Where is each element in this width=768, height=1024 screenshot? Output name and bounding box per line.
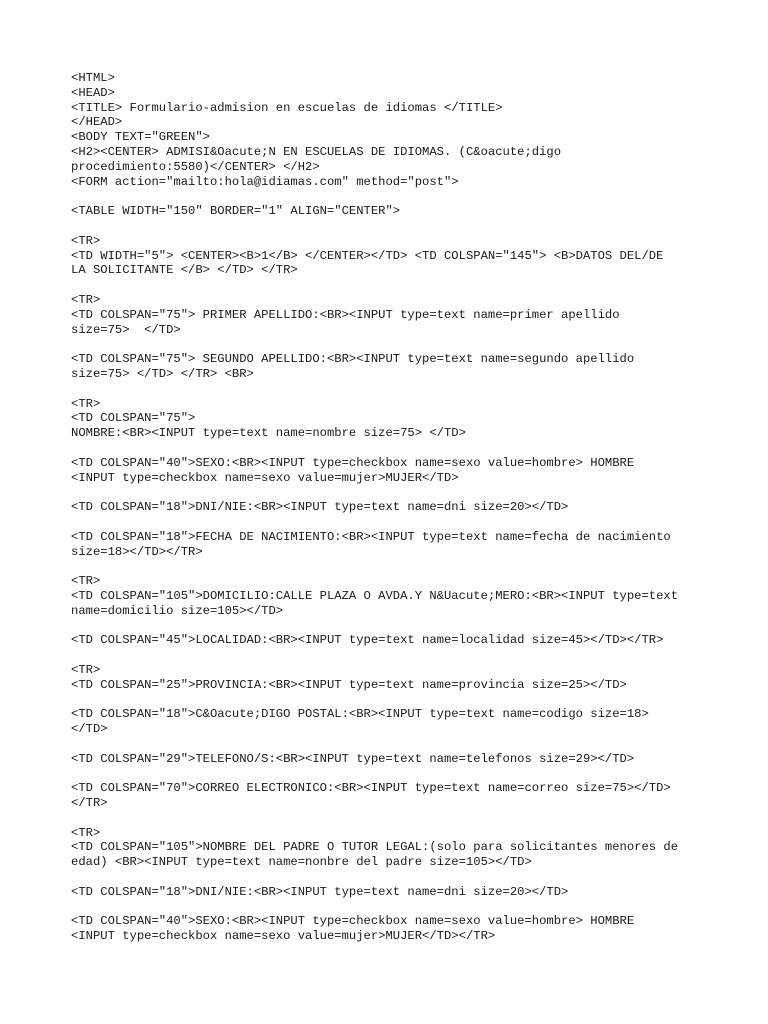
- code-line: <TD COLSPAN="29">TELEFONO/S:<BR><INPUT type=text name=telefonos size=29></TD>: [71, 751, 635, 766]
- code-line: <FORM action="mailto:hola@idiamas.com" method="post">: [71, 174, 459, 189]
- code-paragraph: [71, 707, 711, 737]
- code-paragraph: [71, 885, 711, 900]
- code-line: <TR>: [71, 292, 101, 307]
- code-line: <BODY TEXT="GREEN">: [71, 130, 210, 145]
- code-paragraph: [71, 71, 711, 189]
- code-paragraph: [71, 204, 711, 219]
- code-line: <TD COLSPAN="40">SEXO:<BR><INPUT type=checkbox name=sexo value=hombre> HOMBRE: [71, 914, 635, 929]
- code-line: edad) <BR><INPUT type=text name=nonbre del padre size=105></TD>: [71, 855, 532, 870]
- code-line: <INPUT type=checkbox name=sexo value=mujer>MUJER</TD>: [71, 470, 459, 485]
- code-line: <HTML>: [71, 71, 115, 85]
- code-paragraph: [71, 500, 711, 515]
- code-line: <TD COLSPAN="75"> SEGUNDO APELLIDO:<BR><INPUT type=text name=segundo apellido: [71, 352, 635, 367]
- code-paragraph: [71, 352, 711, 382]
- code-paragraph: [71, 397, 711, 441]
- code-paragraph: [71, 914, 711, 944]
- code-line: <TD COLSPAN="18">DNI/NIE:<BR><INPUT type=text name=dni size=20></TD>: [71, 884, 569, 899]
- code-paragraph: [71, 781, 711, 811]
- code-line: <TD COLSPAN="105">NOMBRE DEL PADRE O TUTOR LEGAL:(solo para solicitantes menores de: [71, 840, 679, 855]
- code-line: NOMBRE:<BR><INPUT type=text name=nombre size=75> </TD>: [71, 426, 466, 441]
- code-line: <TD COLSPAN="75"> PRIMER APELLIDO:<BR><INPUT type=text name=primer apellido: [71, 307, 620, 322]
- code-line: <TR>: [71, 396, 101, 411]
- code-line: <HEAD>: [71, 85, 115, 100]
- code-line: <TD WIDTH="5"> <CENTER><B>1</B> </CENTER></TD> <TD COLSPAN="145"> <B>DATOS DEL/DE: [71, 248, 664, 263]
- code-paragraph: [71, 752, 711, 767]
- code-line: <TD COLSPAN="18">C&Oacute;DIGO POSTAL:<BR><INPUT type=text name=codigo size=18>: [71, 707, 649, 722]
- code-line: </HEAD>: [71, 115, 123, 130]
- code-line: <TR>: [71, 662, 101, 677]
- code-line: <TR>: [71, 574, 101, 589]
- code-line: <TABLE WIDTH="150" BORDER="1" ALIGN="CENTER">: [71, 204, 401, 219]
- code-line: <TD COLSPAN="18">FECHA DE NACIMIENTO:<BR><INPUT type=text name=fecha de nacimiento: [71, 529, 671, 544]
- code-line: size=18></TD></TR>: [71, 544, 203, 559]
- code-line: <INPUT type=checkbox name=sexo value=mujer>MUJER</TD></TR>: [71, 929, 496, 944]
- code-line: </TD>: [71, 722, 108, 737]
- code-paragraph: [71, 234, 711, 278]
- code-line: <TR>: [71, 233, 101, 248]
- code-line: <TD COLSPAN="70">CORREO ELECTRONICO:<BR><INPUT type=text name=correo size=75></TD>: [71, 781, 671, 796]
- code-paragraph: [71, 530, 711, 560]
- document-page: [71, 71, 711, 959]
- code-paragraph: [71, 663, 711, 693]
- code-paragraph: [71, 633, 711, 648]
- code-line: procedimiento:5580)</CENTER> </H2>: [71, 159, 320, 174]
- code-line: <H2><CENTER> ADMISI&Oacute;N EN ESCUELAS DE IDIOMAS. (C&oacute;digo: [71, 144, 562, 159]
- code-line: <TD COLSPAN="18">DNI/NIE:<BR><INPUT type=text name=dni size=20></TD>: [71, 500, 569, 515]
- code-line: </TR>: [71, 796, 108, 811]
- code-line: <TD COLSPAN="40">SEXO:<BR><INPUT type=checkbox name=sexo value=hombre> HOMBRE: [71, 455, 635, 470]
- code-line: <TR>: [71, 825, 101, 840]
- code-line: <TD COLSPAN="105">DOMICILIO:CALLE PLAZA O AVDA.Y N&Uacute;MERO:<BR><INPUT type=text: [71, 588, 679, 603]
- code-paragraph: [71, 456, 711, 486]
- code-line: name=domicilio size=105></TD>: [71, 603, 284, 618]
- code-line: <TD COLSPAN="75">: [71, 411, 196, 426]
- code-line: LA SOLICITANTE </B> </TD> </TR>: [71, 263, 298, 278]
- code-paragraph: [71, 574, 711, 618]
- code-line: <TITLE> Formulario-admision en escuelas de idiomas </TITLE>: [71, 100, 503, 115]
- code-paragraph: [71, 293, 711, 337]
- code-paragraph: [71, 826, 711, 870]
- code-line: size=75> </TD> </TR> <BR>: [71, 366, 254, 381]
- code-line: <TD COLSPAN="25">PROVINCIA:<BR><INPUT type=text name=provincia size=25></TD>: [71, 677, 627, 692]
- code-line: size=75> </TD>: [71, 322, 181, 337]
- code-line: <TD COLSPAN="45">LOCALIDAD:<BR><INPUT type=text name=localidad size=45></TD></TR>: [71, 633, 664, 648]
